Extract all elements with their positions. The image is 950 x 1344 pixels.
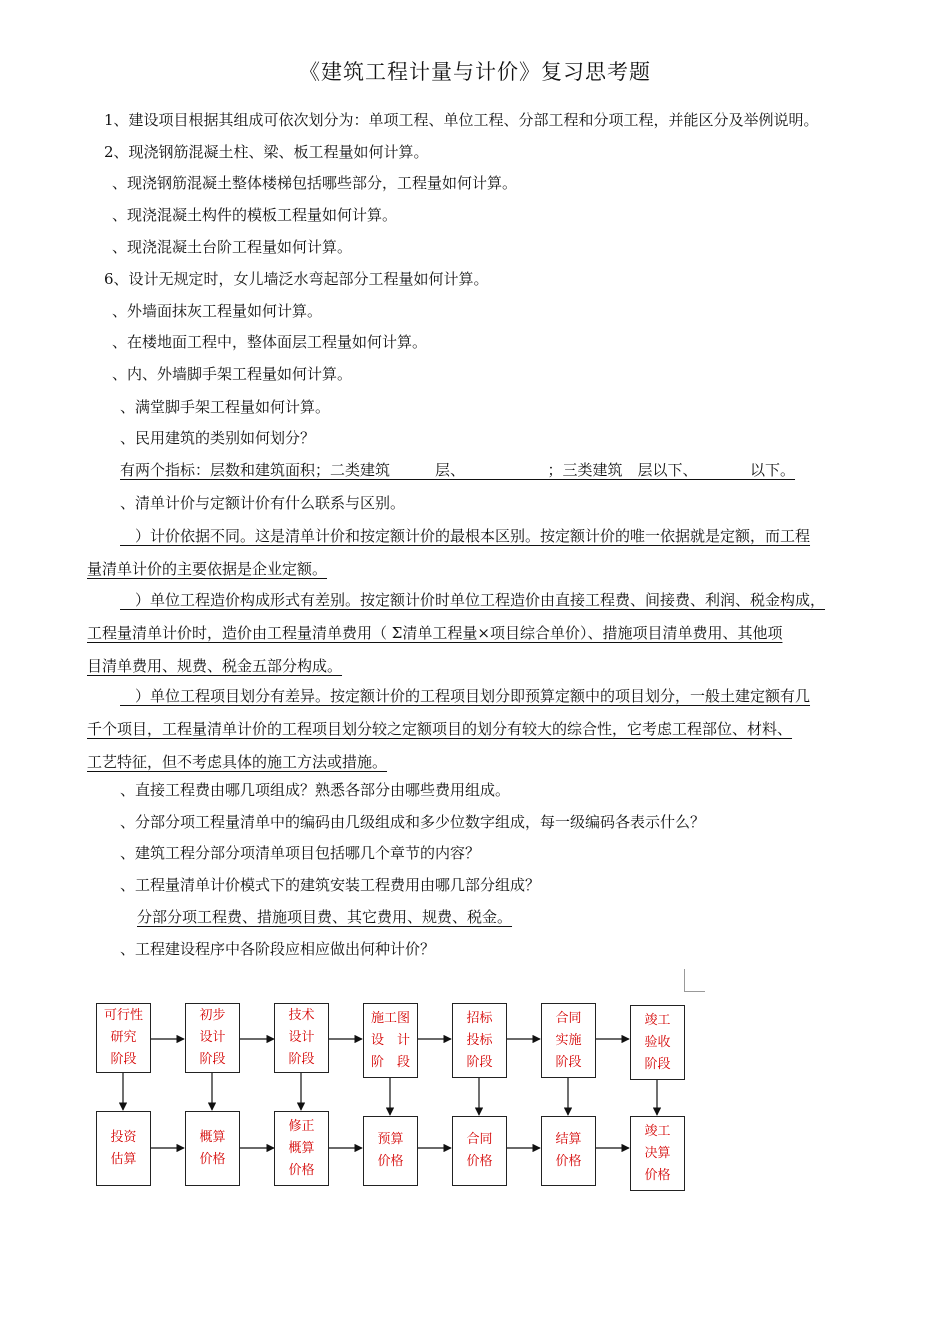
question-qingdan: 、清单计价与定额计价有什么联系与区别。 xyxy=(120,494,406,512)
question-2: 2、现浇钢筋混凝土柱、梁、板工程量如何计算。 xyxy=(104,143,429,161)
box-text: 初步 xyxy=(199,1008,226,1023)
question-11: 、民用建筑的类别如何划分？ xyxy=(120,429,316,447)
box-text: 阶段 xyxy=(555,1054,582,1070)
stage-box-bidding xyxy=(452,1003,507,1078)
box-text: 设计 xyxy=(199,1030,226,1045)
question-8: 、在楼地面工程中，整体面层工程量如何计算。 xyxy=(112,333,428,351)
box-text: 设计 xyxy=(288,1030,315,1045)
box-text: 验收 xyxy=(644,1034,671,1050)
question-9: 、内、外墙脚手架工程量如何计算。 xyxy=(112,365,353,383)
box-text: 价格 xyxy=(466,1154,493,1169)
box-text: 阶段 xyxy=(288,1052,315,1067)
box-text: 预算 xyxy=(377,1132,404,1147)
stage-box-feasibility xyxy=(96,1003,151,1073)
box-text: 合同 xyxy=(555,1010,582,1026)
box-text: 竣工 xyxy=(644,1123,671,1139)
price-box-budget-estimate xyxy=(185,1111,240,1186)
price-box-settlement-price xyxy=(541,1116,596,1186)
box-text: 价格 xyxy=(288,1162,315,1178)
box-text: 实施 xyxy=(555,1032,582,1048)
box-text: 招标 xyxy=(466,1010,493,1026)
question-6: 6、设计无规定时，女儿墙泛水弯起部分工程量如何计算。 xyxy=(104,270,489,288)
box-text: 价格 xyxy=(199,1151,226,1167)
box-text: 施工图 xyxy=(370,1010,410,1026)
question-1: 1、建设项目根据其组成可依次划分为：单项工程、单位工程、分部工程和分项工程，并能区分及举例说明。 xyxy=(104,111,819,129)
answer-fee-parts: 分部分项工程费、措施项目费、其它费用、规费、税金。 xyxy=(137,908,513,926)
box-text: 投标 xyxy=(466,1032,493,1048)
box-text: 竣工 xyxy=(644,1012,671,1028)
question-15: 、工程量清单计价模式下的建筑安装工程费用由哪几部分组成？ xyxy=(120,876,541,894)
answer-line: 工艺特征，但不考虑具体的施工方法或措施。 xyxy=(87,753,388,771)
answer-line: ）单位工程项目划分有差异。按定额计价的工程项目划分即预算定额中的项目划分，一般土建定额有几 xyxy=(120,687,811,705)
box-text: 技术 xyxy=(288,1008,315,1023)
question-12: 、直接工程费由哪几项组成？熟悉各部分由哪些费用组成。 xyxy=(120,781,511,799)
question-5: 、现浇混凝土台阶工程量如何计算。 xyxy=(112,238,353,256)
price-box-revised-estimate xyxy=(274,1111,329,1186)
stage-box-construction-drawing xyxy=(363,1003,418,1078)
price-box-contract-price xyxy=(452,1116,507,1186)
box-text: 价格 xyxy=(555,1154,582,1169)
box-text: 价格 xyxy=(644,1167,671,1183)
answer-line: ）计价依据不同。这是清单计价和按定额计价的最根本区别。按定额计价的唯一依据就是定额，而工程 xyxy=(120,527,811,545)
question-4: 、现浇混凝土构件的模板工程量如何计算。 xyxy=(112,206,398,224)
answer-line: 量清单计价的主要依据是企业定额。 xyxy=(87,560,328,578)
box-text: 概算 xyxy=(288,1140,315,1156)
box-text: 价格 xyxy=(377,1154,404,1169)
question-3: 、现浇钢筋混凝土整体楼梯包括哪些部分，工程量如何计算。 xyxy=(112,174,518,192)
page-title: 《建筑工程计量与计价》复习思考题 xyxy=(299,60,651,84)
box-text: 阶段 xyxy=(644,1056,671,1072)
box-text: 概算 xyxy=(199,1129,226,1145)
answer-line: 千个项目，工程量清单计价的工程项目划分较之定额项目的划分有较大的综合性，它考虑工程部位、材料、 xyxy=(87,720,793,738)
box-text: 决算 xyxy=(644,1145,671,1161)
box-text: 阶段 xyxy=(110,1052,137,1067)
answer-line: 目清单费用、规费、税金五部分构成。 xyxy=(87,657,343,675)
box-text: 可行性 xyxy=(103,1008,143,1023)
stage-box-completion-acceptance xyxy=(630,1005,685,1080)
stage-box-contract-execution xyxy=(541,1003,596,1078)
price-box-budget-price xyxy=(363,1116,418,1186)
question-14: 、建筑工程分部分项清单项目包括哪几个章节的内容？ xyxy=(120,844,481,862)
answer-building-class: 有两个指标：层数和建筑面积；二类建筑 层、 ；三类建筑 层以下、 以下。 xyxy=(120,461,796,479)
stage-box-preliminary-design xyxy=(185,1003,240,1073)
box-text: 阶段 xyxy=(199,1052,226,1067)
question-10: 、满堂脚手架工程量如何计算。 xyxy=(120,398,331,416)
question-7: 、外墙面抹灰工程量如何计算。 xyxy=(112,302,323,320)
box-text: 估算 xyxy=(110,1151,137,1167)
question-16: 、工程建设程序中各阶段应相应做出何种计价？ xyxy=(120,940,436,958)
price-box-final-accounts xyxy=(630,1116,685,1191)
box-text: 研究 xyxy=(110,1030,137,1045)
box-text: 修正 xyxy=(288,1118,315,1134)
answer-line: 工程量清单计价时，造价由工程量清单费用（ Σ清单工程量×项目综合单价）、措施项目清单费用、其他项 xyxy=(87,624,783,642)
box-text: 阶 段 xyxy=(370,1054,410,1070)
answer-line: ）单位工程造价构成形式有差别。按定额计价时单位工程造价由直接工程费、间接费、利润、税金构成， xyxy=(120,591,826,609)
price-box-investment-estimate xyxy=(96,1111,151,1186)
box-text: 合同 xyxy=(466,1132,493,1147)
question-13: 、分部分项工程量清单中的编码由几级组成和多少位数字组成，每一级编码各表示什么？ xyxy=(120,813,706,831)
box-text: 结算 xyxy=(555,1132,582,1147)
box-text: 设 计 xyxy=(370,1032,410,1048)
box-text: 阶段 xyxy=(466,1054,493,1070)
box-text: 投资 xyxy=(110,1129,137,1145)
stage-box-technical-design xyxy=(274,1003,329,1073)
